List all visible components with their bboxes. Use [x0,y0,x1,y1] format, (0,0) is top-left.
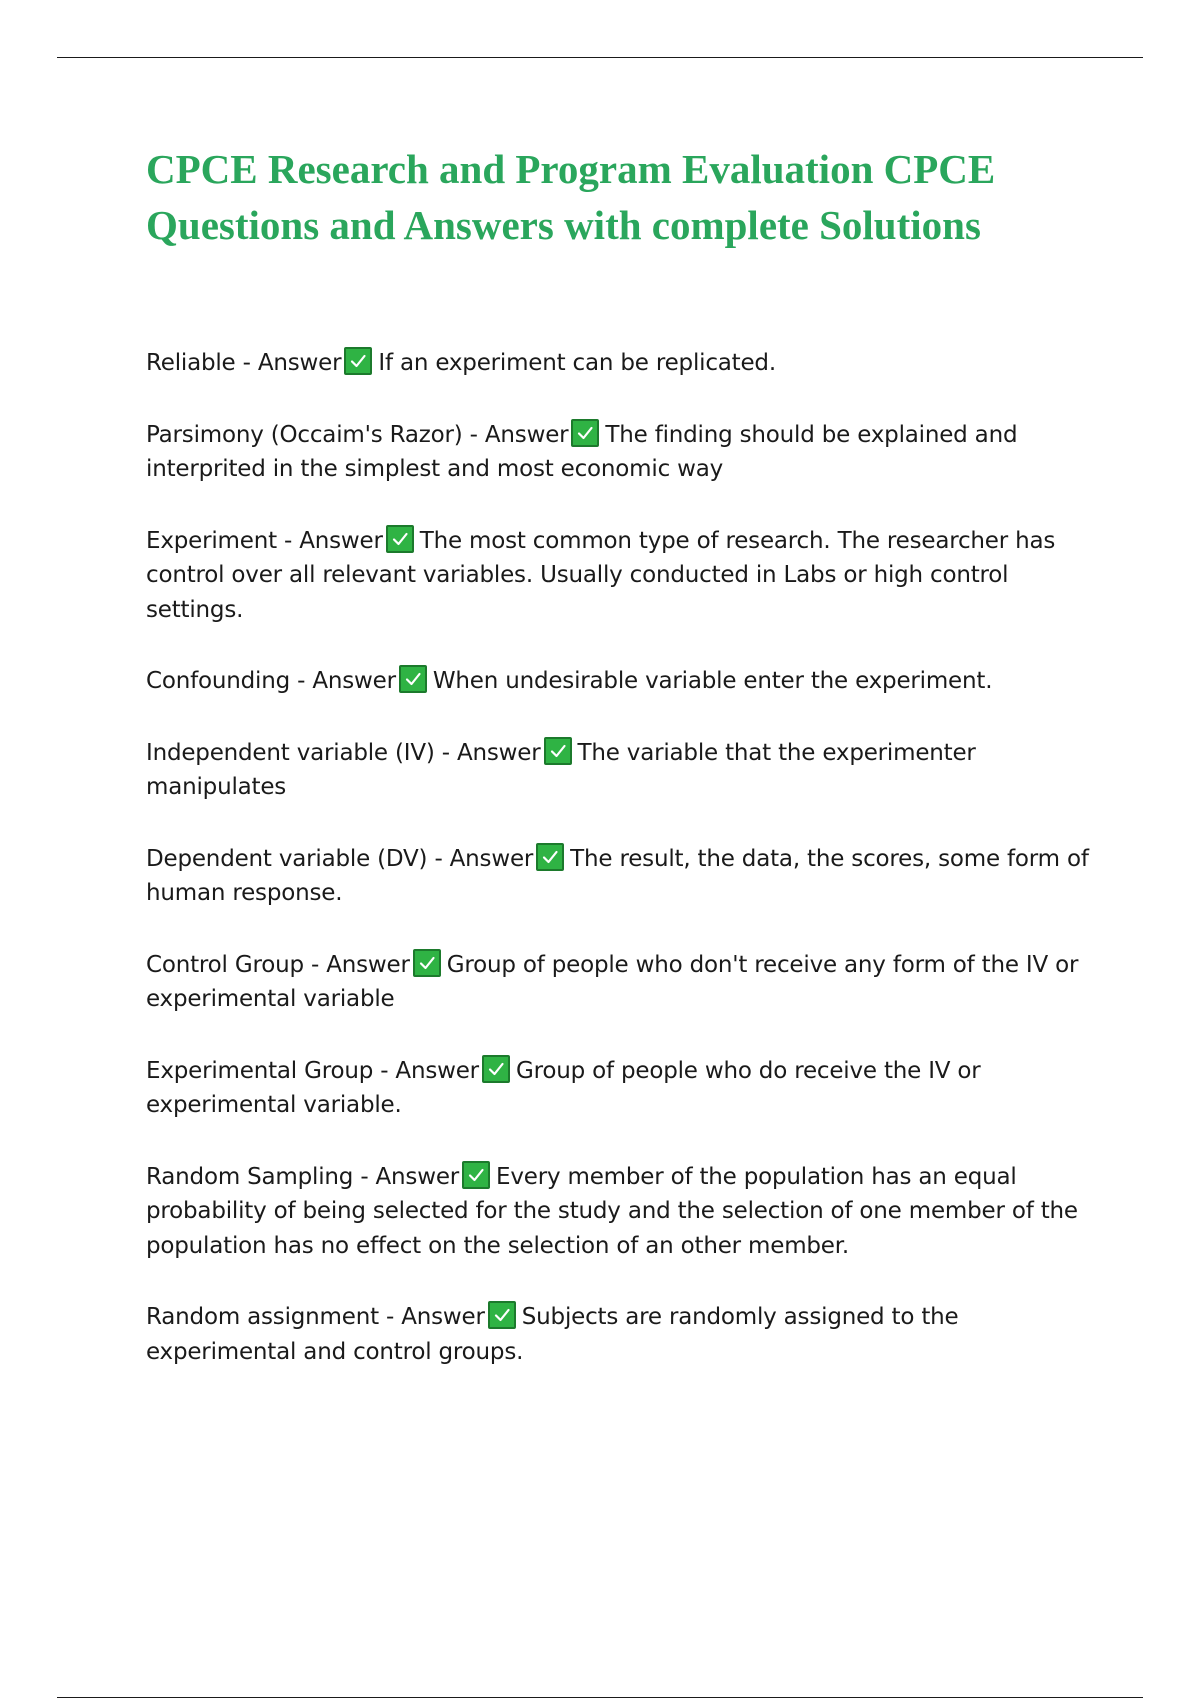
answer-label: - Answer [427,845,534,872]
bottom-rule [57,1697,1143,1698]
qa-item [146,1054,1096,1123]
answer-label: - Answer [303,951,410,978]
qa-term: Experiment [146,527,277,554]
qa-item [146,664,1096,699]
qa-item [146,1160,1096,1264]
qa-term: Experimental Group [146,1057,374,1084]
qa-item [146,948,1096,1017]
top-rule [57,57,1143,58]
qa-answer: When undesirable variable enter the experiment. [432,668,993,694]
qa-answer: Every member of the population has an equal probability of being selected for the study and the selection of one member of the population has no effect on the selection of an other member. [146,1163,1078,1259]
document-title: CPCE Research and Program Evaluation CPCE Questions and Answers with complete Solutions [146,146,996,248]
check-mark-icon [399,665,427,693]
answer-label: - Answer [235,350,342,376]
answer-label: - Answer [353,1163,460,1190]
qa-item [146,1300,1096,1369]
qa-term: Control Group [146,951,304,978]
answer-label: - Answer [378,1304,485,1330]
qa-term: Independent variable (IV) [146,739,435,766]
check-mark-icon [536,843,564,871]
qa-answer: If an experiment can be replicated. [378,350,776,376]
qa-answer: The most common type of research. The researcher has control over all relevant variables. Usually conducted in Labs or high control settings. [146,527,1056,623]
answer-label: - Answer [290,668,396,694]
qa-term: Reliable [146,350,236,376]
qa-term: Random Sampling [146,1163,354,1190]
qa-item [146,524,1096,628]
check-mark-icon [413,949,441,977]
answer-label: - Answer [462,421,569,448]
qa-answer: The variable that the experimenter manipulates [146,739,976,800]
check-mark-icon [344,347,372,375]
qa-term: Random assignment [146,1304,379,1330]
check-mark-icon [482,1055,510,1083]
qa-item [146,346,1096,381]
qa-term: Confounding [146,668,290,694]
answer-label: - Answer [434,739,541,766]
check-mark-icon [386,525,414,553]
qa-list [146,346,1096,1406]
answer-label: - Answer [373,1057,479,1084]
answer-label: - Answer [276,527,383,554]
qa-answer: Subjects are randomly assigned to the experimental and control groups. [146,1304,959,1365]
qa-item [146,842,1096,911]
qa-answer: The finding should be explained and interprited in the simplest and most economic way [146,421,1018,482]
check-mark-icon [571,419,599,447]
qa-item [146,418,1096,487]
qa-term: Dependent variable (DV) [146,845,428,872]
check-mark-icon [544,737,572,765]
qa-answer: Group of people who do receive the IV or experimental variable. [146,1057,981,1118]
check-mark-icon [488,1301,516,1329]
qa-item [146,736,1096,805]
qa-answer: Group of people who don't receive any form of the IV or experimental variable [146,951,1079,1012]
check-mark-icon [462,1161,490,1189]
qa-term: Parsimony (Occaim's Razor) [146,421,463,448]
qa-answer: The result, the data, the scores, some form of human response. [146,845,1089,906]
